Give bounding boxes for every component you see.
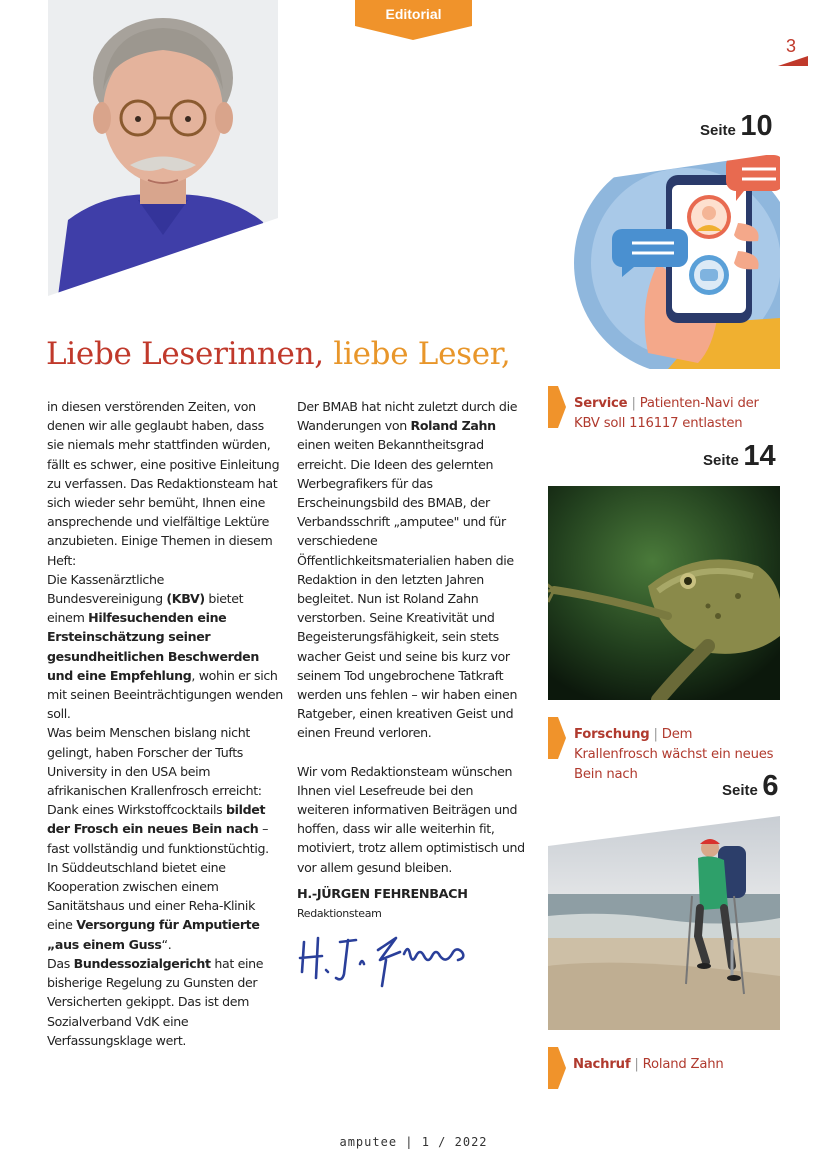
teaser-1-caption[interactable]	[574, 394, 774, 434]
paragraph: in diesen verstörenden Zeiten, von denen wir alle geglaubt haben, dass sie niemals mehr stattfinden würden, fällt es schwer, eine positive Einleitung zu verfassen. Das Redaktionsteam hat sich wieder sehr bemüht, Ihnen eine ansprechende und vielfältige Lektüre anzubieten. Einige Themen in diesem Heft:	[47, 399, 280, 568]
paragraph	[47, 723, 283, 857]
bold-text: Bundessozialgericht	[73, 955, 211, 971]
seite-label: Seite	[700, 122, 736, 139]
paragraph	[47, 954, 283, 1050]
teaser-1-page-ref	[700, 110, 773, 143]
page-number-triangle	[778, 56, 808, 66]
separator: |	[631, 396, 636, 411]
seite-number: 14	[743, 440, 776, 472]
teaser-text: Roland Zahn	[642, 1057, 724, 1072]
teaser-1-arrow-icon	[548, 386, 566, 428]
teaser-category: Forschung	[574, 727, 650, 742]
teaser-category: Nachruf	[573, 1057, 631, 1072]
text: bietet einem	[47, 591, 244, 626]
text: einen weiten Bekanntheitsgrad erreicht. Die Ideen des gelernten Werbegrafikers für das Erscheinungsbild des BMAB, der Verbandsschrift „amputee" und für verschiedene Öffentlichkeitsmaterialien haben die Redaktion in den letzten Jahren begleitet. Nun ist Roland Zahn verstorben. Seine Kreativität und Begeisterungsfähigkeit, sein stets wacher Geist und seine bis kurz vor seinem Tod ungebrochene Tatkraft werden uns fehlen – wir haben einen Ratgeber, einen kreativen Geist und einen Freund verloren.	[297, 437, 518, 741]
author-portrait	[48, 0, 278, 296]
seite-number: 6	[762, 770, 779, 802]
headline	[46, 336, 510, 372]
teaser-text: Patienten-Navi der KBV soll 116117 entlasten	[574, 396, 759, 431]
headline-part1: Liebe Leserinnen,	[46, 336, 324, 372]
text-column-1	[47, 397, 283, 1050]
paragraph	[47, 858, 283, 954]
paragraph	[47, 570, 283, 724]
teaser-3-caption[interactable]	[573, 1055, 778, 1075]
separator: |	[634, 1057, 639, 1072]
bold-text: Hilfesuchenden eine Ersteinschätzung seiner gesundheitlichen Beschwerden und eine Empfehlung	[47, 610, 259, 683]
teaser-3-image	[548, 816, 780, 1030]
paragraph	[297, 397, 527, 743]
section-tab	[355, 0, 472, 40]
separator: |	[653, 727, 658, 742]
text: In Süddeutschland bietet eine Kooperation zwischen einem Sanitätshaus und einer Reha-Klinik eine	[47, 859, 256, 933]
text: “.	[161, 936, 172, 952]
bold-text: bildet der Frosch ein neues Bein nach	[47, 802, 266, 837]
text: – fast vollständig und funktionstüchtig.	[47, 821, 269, 856]
page-number: 3	[786, 36, 797, 56]
teaser-2-image	[548, 486, 780, 700]
seite-number: 10	[740, 110, 773, 142]
bold-text: (KBV)	[166, 591, 205, 607]
teaser-text: Dem Krallenfrosch wächst ein neues Bein nach	[574, 727, 774, 782]
section-tab-label: Editorial	[385, 6, 442, 22]
teaser-3-arrow-icon	[548, 1047, 566, 1089]
seite-label: Seite	[722, 782, 758, 799]
page-footer: amputee | 1 / 2022	[339, 1135, 488, 1149]
bold-text: Versorgung für Amputierte „aus einem Guss	[47, 917, 260, 952]
text: Das	[47, 955, 74, 971]
seite-label: Seite	[703, 452, 739, 469]
signature-role: Redaktionsteam	[297, 907, 382, 921]
teaser-2-arrow-icon	[548, 717, 566, 759]
teaser-1-image	[548, 153, 780, 369]
headline-part2: liebe Leser,	[333, 336, 511, 372]
teaser-2-page-ref	[703, 440, 776, 473]
signature-name: H.-JÜRGEN FEHRENBACH	[297, 886, 468, 902]
text-column-2	[297, 397, 527, 923]
text: Was beim Menschen bislang nicht gelingt, haben Forscher der Tufts University in den USA beim afrikanischen Krallenfrosch erreicht: Dank eines Wirkstoffcocktails	[47, 725, 262, 818]
handwritten-signature	[296, 930, 476, 990]
teaser-3-page-ref	[722, 770, 778, 803]
text: Der BMAB hat nicht zuletzt durch die Wanderungen von	[297, 399, 518, 434]
paragraph: Wir vom Redaktionsteam wünschen Ihnen viel Lesefreude bei den weiteren informativen Beiträgen und hoffen, dass wir alle weiterhin fit, motiviert, trotz allem optimistisch und vor allem gesund bleiben.	[297, 763, 525, 875]
text: , wohin er sich mit seinen Beeinträchtigungen wenden soll.	[47, 667, 283, 722]
text: Die Kassenärztliche Bundesvereinigung	[47, 571, 167, 607]
teaser-category: Service	[574, 396, 628, 411]
bold-text: Roland Zahn	[410, 418, 496, 434]
text: hat eine bisherige Regelung zu Gunsten der Versicherten gekippt. Das ist dem Sozialverband VdK eine Verfassungsklage wert.	[47, 955, 264, 1048]
